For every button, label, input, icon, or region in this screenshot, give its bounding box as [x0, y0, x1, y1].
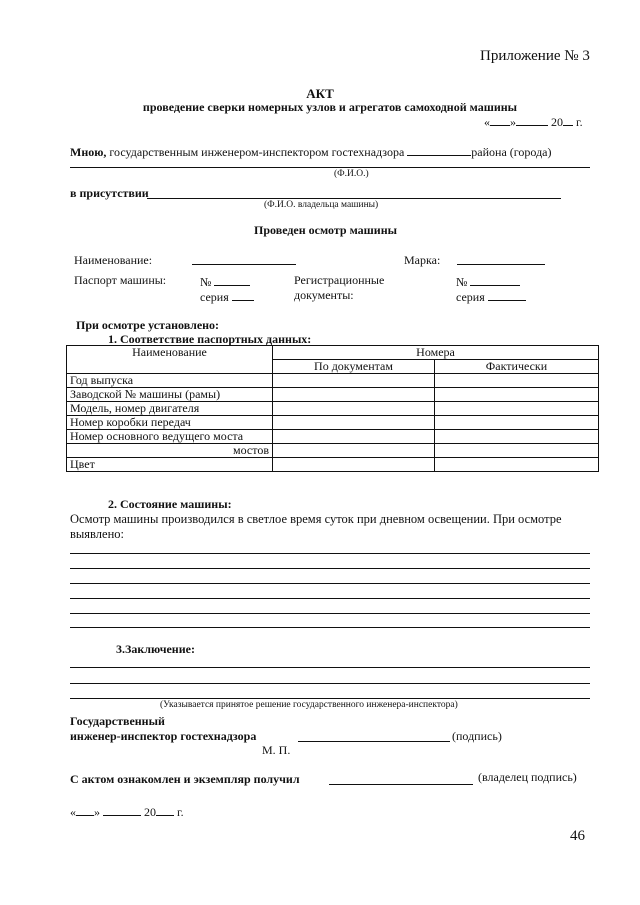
established-heading: При осмотре установлено:	[76, 318, 220, 332]
row-label: Цвет	[67, 458, 273, 472]
owner-caption: (Ф.И.О. владельца машины)	[264, 200, 379, 210]
table-row	[67, 388, 599, 402]
name-field[interactable]	[192, 264, 296, 265]
col-header-name: Наименование	[67, 346, 273, 374]
brand-field[interactable]	[457, 264, 545, 265]
date-top: « » 20 г.	[484, 115, 583, 129]
findings-line-6[interactable]	[70, 627, 590, 628]
table-row	[67, 374, 599, 388]
date-bottom: « » 20 г.	[70, 805, 184, 819]
table-header-row	[67, 346, 599, 360]
col-header-numbers: Номера	[273, 346, 599, 360]
brand-label: Марка:	[404, 253, 441, 267]
owner-signature-line[interactable]	[329, 784, 473, 785]
passport-number: №	[200, 273, 250, 290]
owner-line[interactable]	[147, 198, 561, 199]
section1-heading: 1. Соответствие паспортных данных:	[108, 332, 312, 346]
table-row	[67, 430, 599, 444]
table-row	[67, 444, 599, 458]
section2-text-1: Осмотр машины производился в светлое время суток при дневном освещении. При осмотре	[70, 512, 562, 526]
docs-cell[interactable]	[273, 416, 435, 430]
row-label: Заводской № машины (рамы)	[67, 388, 273, 402]
reg-series: серия	[456, 288, 526, 305]
name-label: Наименование:	[74, 253, 153, 267]
row-label: Номер основного ведущего моста	[67, 430, 273, 444]
reg-series-field[interactable]	[488, 288, 526, 301]
col-header-actual: Фактически	[435, 360, 599, 374]
presence-label: в присутствии	[70, 186, 149, 200]
act-title: АКТ	[306, 86, 334, 101]
fio-line[interactable]	[70, 167, 590, 168]
findings-line-3[interactable]	[70, 583, 590, 584]
row-label: мостов	[67, 444, 273, 458]
decision-caption: (Указывается принятое решение государственного инженера-инспектора)	[160, 700, 458, 710]
passport-label: Паспорт машины:	[74, 273, 167, 287]
act-subtitle: проведение сверки номерных узлов и агрегатов самоходной машины	[142, 100, 518, 114]
signer-title-2: инженер-инспектор гостехнадзора	[70, 729, 257, 743]
row-label: Модель, номер двигателя	[67, 402, 273, 416]
conclusion-line-1[interactable]	[70, 667, 590, 668]
passport-data-table	[66, 345, 599, 472]
inspector-signature-line[interactable]	[298, 741, 450, 742]
docs-cell[interactable]	[273, 402, 435, 416]
fio-caption: (Ф.И.О.)	[334, 169, 369, 179]
actual-cell[interactable]	[435, 458, 599, 472]
findings-line-5[interactable]	[70, 613, 590, 614]
owner-signature-label: (владелец подпись)	[478, 770, 577, 784]
col-header-docs: По документам	[273, 360, 435, 374]
docs-cell[interactable]	[273, 374, 435, 388]
findings-line-2[interactable]	[70, 568, 590, 569]
actual-cell[interactable]	[435, 402, 599, 416]
signature-label: (подпись)	[452, 729, 502, 743]
docs-cell[interactable]	[273, 388, 435, 402]
reg-number: №	[456, 273, 520, 290]
conclusion-line-3[interactable]	[70, 698, 590, 699]
conclusion-line-2[interactable]	[70, 683, 590, 684]
row-label: Номер коробки передач	[67, 416, 273, 430]
inspector-line: Мною, государственным инженером-инспектором гостехнадзора района (города)	[70, 145, 552, 159]
actual-cell[interactable]	[435, 374, 599, 388]
actual-cell[interactable]	[435, 416, 599, 430]
reg-docs-label-1: Регистрационные	[294, 273, 385, 287]
reg-docs-label-2: документы:	[294, 288, 354, 302]
docs-cell[interactable]	[273, 458, 435, 472]
page-number: 46	[570, 828, 585, 844]
passport-series-field[interactable]	[232, 288, 254, 301]
section3-heading: 3.Заключение:	[116, 642, 195, 656]
docs-cell[interactable]	[273, 444, 435, 458]
passport-series: серия	[200, 288, 254, 305]
ack-text: С актом ознакомлен и экземпляр получил	[70, 772, 300, 786]
actual-cell[interactable]	[435, 430, 599, 444]
passport-number-field[interactable]	[214, 273, 250, 286]
stamp-label: М. П.	[262, 743, 291, 757]
section2-text-2: выявлено:	[70, 527, 124, 541]
signer-title-1: Государственный	[70, 714, 165, 728]
table-row	[67, 402, 599, 416]
docs-cell[interactable]	[273, 430, 435, 444]
findings-line-1[interactable]	[70, 553, 590, 554]
findings-line-4[interactable]	[70, 598, 590, 599]
table-row	[67, 458, 599, 472]
reg-number-field[interactable]	[470, 273, 520, 286]
inspection-heading: Проведен осмотр машины	[254, 223, 397, 237]
actual-cell[interactable]	[435, 388, 599, 402]
appendix-label: Приложение № 3	[480, 48, 590, 64]
section2-heading: 2. Состояние машины:	[108, 497, 232, 511]
actual-cell[interactable]	[435, 444, 599, 458]
table-row	[67, 416, 599, 430]
row-label: Год выпуска	[67, 374, 273, 388]
